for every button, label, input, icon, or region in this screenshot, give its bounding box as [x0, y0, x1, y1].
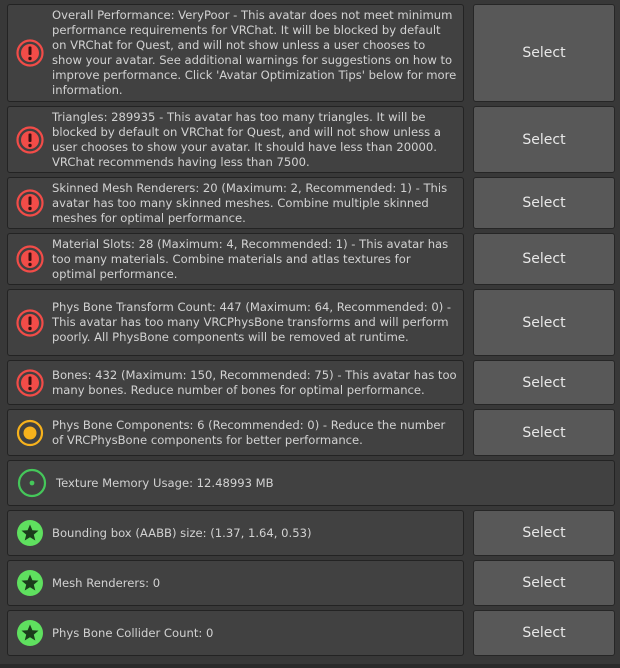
- message-box: [7, 460, 615, 506]
- select-button[interactable]: Select: [473, 233, 615, 285]
- message-box: [7, 610, 464, 656]
- message-box: [7, 560, 464, 606]
- message-text: Phys Bone Transform Count: 447 (Maximum: 64, Recommended: 0) - This avatar has too many VRCPhysBone transforms and will perform poorly. All PhysBone components will be removed at runtime.: [52, 300, 452, 344]
- error-icon: [8, 189, 52, 217]
- message-box: [7, 510, 464, 556]
- message-row: [7, 233, 615, 285]
- message-box: [7, 289, 464, 356]
- message-text: Material Slots: 28 (Maximum: 4, Recommended: 1) - This avatar has too many materials. Combine materials and atlas textures for optimal performance.: [52, 236, 449, 281]
- star-icon: [8, 619, 52, 647]
- warning-icon: [8, 419, 52, 447]
- message-row: [7, 289, 615, 356]
- select-button[interactable]: Select: [473, 289, 615, 356]
- message-box: [7, 177, 464, 229]
- message-box: [7, 360, 464, 405]
- message-text: Phys Bone Components: 6 (Recommended: 0) - Reduce the number of VRCPhysBone components for better performance.: [52, 417, 446, 447]
- star-icon: [8, 569, 52, 597]
- select-button[interactable]: Select: [473, 106, 615, 173]
- message-row: [7, 106, 615, 173]
- select-button[interactable]: Select: [473, 177, 615, 229]
- message-text: Texture Memory Usage: 12.48993 MB: [56, 475, 274, 490]
- message-row: [7, 360, 615, 405]
- message-text: Mesh Renderers: 0: [52, 575, 161, 590]
- message-box: [7, 233, 464, 285]
- message-row: [7, 409, 615, 456]
- message-text: Skinned Mesh Renderers: 20 (Maximum: 2, Recommended: 1) - This avatar has too many skinned meshes. Combine multiple skinned meshes for optimal performance.: [52, 180, 448, 225]
- error-icon: [8, 369, 52, 397]
- message-row: [7, 610, 615, 656]
- message-row: [7, 510, 615, 556]
- divider: [0, 664, 620, 668]
- select-button[interactable]: Select: [473, 510, 615, 556]
- message-row: [7, 177, 615, 229]
- error-icon: [8, 39, 52, 67]
- info-icon: [8, 468, 56, 498]
- message-text: Bounding box (AABB) size: (1.37, 1.64, 0.53): [52, 525, 312, 540]
- message-text: Overall Performance: VeryPoor - This avatar does not meet minimum performance requirements for VRChat. It will be blocked by default on VRChat for Quest, and will not show unless a user chooses to show your avatar. See additional warnings for suggestions on how to improve performance. Click 'Avatar Optimization Tips' below for more information.: [52, 8, 457, 97]
- error-icon: [8, 126, 52, 154]
- message-text: Phys Bone Collider Count: 0: [52, 625, 214, 640]
- select-button[interactable]: Select: [473, 4, 615, 102]
- message-row: [7, 460, 615, 506]
- message-box: [7, 409, 464, 456]
- select-button[interactable]: Select: [473, 560, 615, 606]
- select-button[interactable]: Select: [473, 610, 615, 656]
- select-button[interactable]: Select: [473, 409, 615, 456]
- message-text: Triangles: 289935 - This avatar has too many triangles. It will be blocked by default on VRChat for Quest, and will not show unless a user chooses to show your avatar. It should have less than 20000. VRChat recommends having less than 7500.: [52, 109, 441, 169]
- select-button[interactable]: Select: [473, 360, 615, 405]
- star-icon: [8, 519, 52, 547]
- message-box: [7, 4, 464, 102]
- message-box: [7, 106, 464, 173]
- message-row: [7, 4, 615, 102]
- message-row: [7, 560, 615, 606]
- error-icon: [8, 245, 52, 273]
- message-text: Bones: 432 (Maximum: 150, Recommended: 75) - This avatar has too many bones. Reduce number of bones for optimal performance.: [52, 367, 457, 397]
- error-icon: [8, 309, 52, 337]
